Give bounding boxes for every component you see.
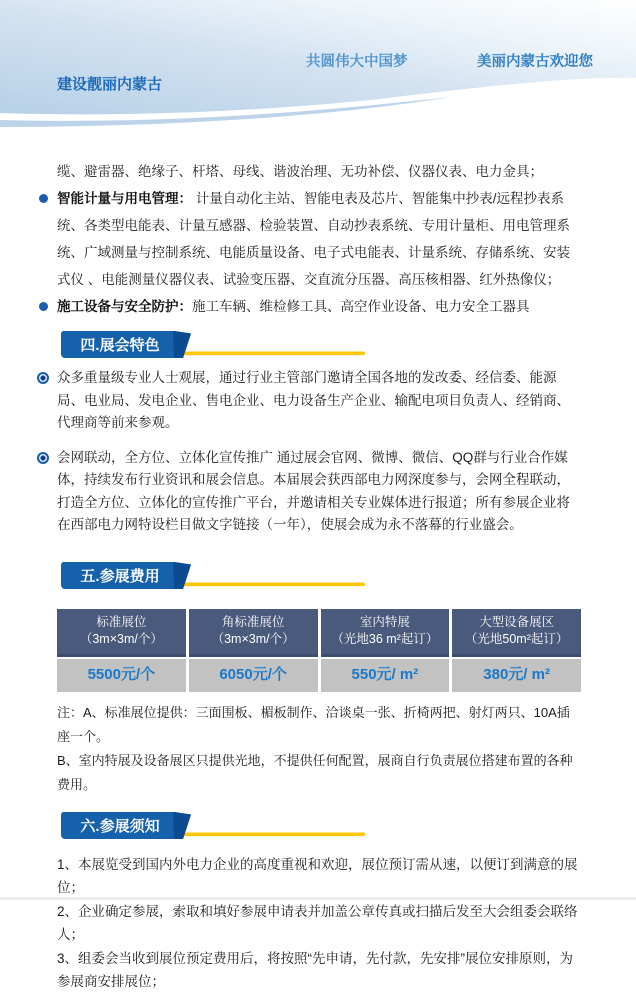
list-item-smart-metering [57,185,581,293]
list-item-label: 智能计量与用电管理： [57,191,192,206]
feature-bullet-2: 会网联动，全方位、立体化宣传推广 通过展会官网、微博、微信、QQ群与行业合作媒体，持续发布行业资讯和展会信息。本届展会获西部电力网深度参与，会网全程联动，打造全方位、立体化的宣传推广平台，并邀请相关专业媒体进行报道；所有参展企业将在西部电力网特设栏目做文字链接（一年），使展会成为永不落幕的行业盛会。 [57,447,581,537]
section-title: 四.展会特色 [80,337,160,354]
section-title: 五.参展费用 [80,567,160,585]
page-content [57,158,581,994]
exhibit-scope-continuation: 缆、避雷器、绝缘子、杆塔、母线、谐波治理、无功补偿、仪器仪表、电力金具； [57,164,543,179]
section-header-participation-notice [57,811,581,841]
price-column-header: 大型设备展区 （光地50m²起订） [452,609,581,657]
price-table [57,609,581,692]
price-value: 380元/ m² [452,659,581,692]
price-value: 550元/ m² [321,659,450,692]
section-title: 六.参展须知 [80,817,160,835]
list-item-construction-safety [57,293,581,320]
slogan-china-dream: 共圆伟大中国梦 [306,54,408,70]
list-item-text: 施工车辆、维检修工具、高空作业设备、电力安全工器具 [192,299,530,314]
list-item-text: 计量自动化主站、智能电表及芯片、智能集中抄表/远程抄表系统、各类型电能表、计量互感器、检验装置、自动抄表系统、专用计量柜、用电管理系统、广域测量与控制系统、电能质量设备、电子式电能表、计量系统、存储系统、安装式仪 、电能测量仪器仪表、试验变压器、交直流分压器、高压核相器、红外热像仪； [57,191,570,287]
note-a: 注：A、标准展位提供：三面围板、楣板制作、洽谈桌一张、折椅两把、射灯两只、10A插座一个。 [57,704,570,744]
list-item-label: 施工设备与安全防护： [57,299,192,314]
notice-item-2: 2、企业确定参展，索取和填好参展申请表并加盖公章传真或扫描后发至大会组委会联络人； [57,903,578,942]
section-header-exhibition-features [57,330,581,360]
notice-item-1: 1、本展览受到国内外电力企业的高度重视和欢迎，展位预订需从速，以便订到满意的展位； [57,856,578,895]
table-notes [57,701,581,797]
section-header-participation-fees [57,561,581,591]
slogan-build-inner-mongolia: 建设靓丽内蒙古 [57,76,163,93]
price-column-header: 室内特展 （光地36 m²起订） [321,609,450,657]
notice-list [57,853,581,994]
note-b: B、室内特展及设备展区只提供光地，不提供任何配置，展商自行负责展位搭建布置的各种费用。 [57,752,573,792]
page-bottom-edge [0,897,636,900]
price-value: 6050元/个 [189,659,318,692]
page-header [0,0,636,132]
notice-item-3: 3、组委会当收到展位预定费用后，将按照“先申请，先付款，先安排”展位安排原则，为参展商安排展位； [57,950,573,989]
feature-bullet-1: 众多重量级专业人士观展，通过行业主管部门邀请全国各地的发改委、经信委、能源局、电业局、发电企业、售电企业、电力设备生产企业、输配电项目负责人、经销商、代理商等前来参观。 [57,367,581,435]
slogan-welcome: 美丽内蒙古欢迎您 [477,54,593,70]
price-column-header: 标准展位 （3m×3m/个） [57,609,186,657]
price-value: 5500元/个 [57,659,186,692]
price-column-header: 角标准展位 （3m×3m/个） [189,609,318,657]
